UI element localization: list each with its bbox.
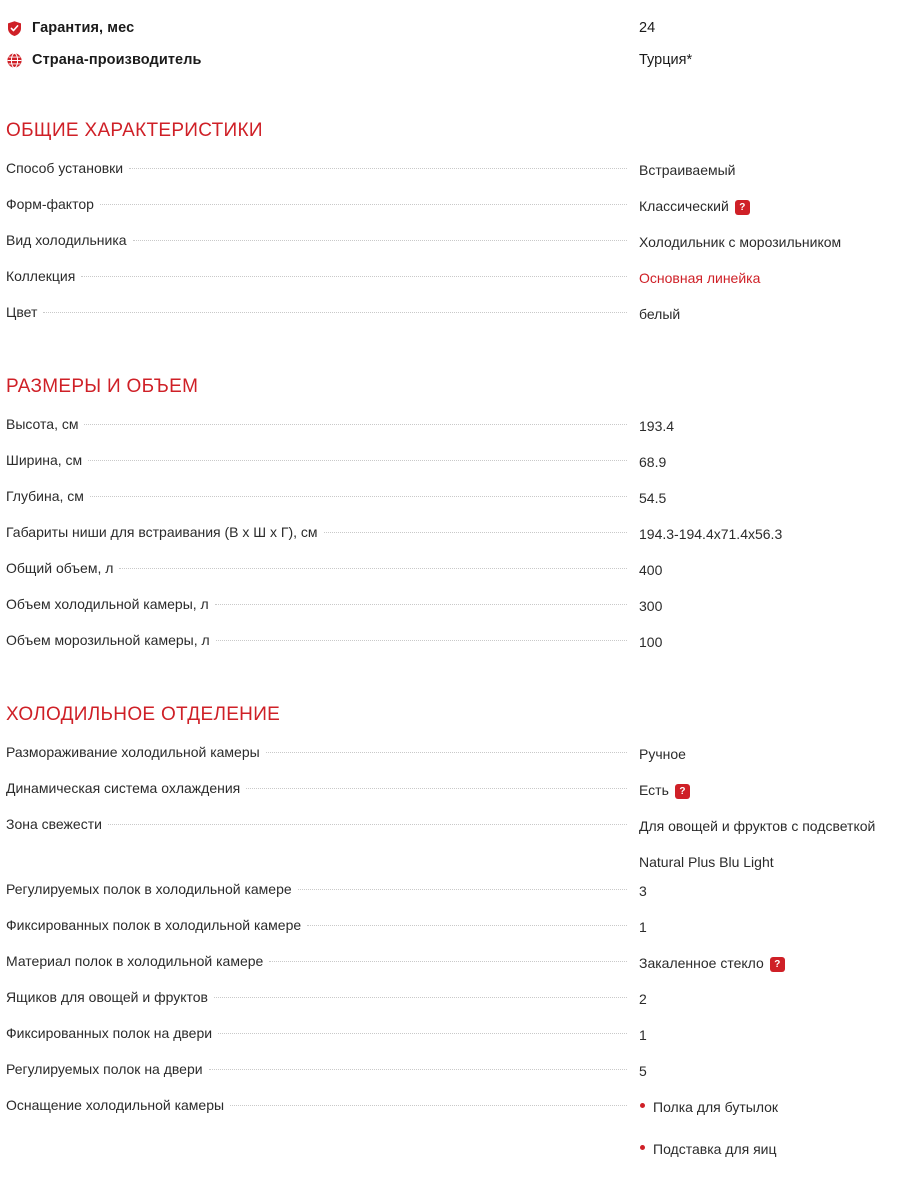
spec-name-wrap [6,816,639,832]
spec-name: Динамическая система охлаждения [6,780,246,796]
spec-name: Фиксированных полок на двери [6,1025,218,1041]
section-title: ОБЩИЕ ХАРАКТЕРИСТИКИ [6,120,263,141]
spec-row [6,224,915,260]
dotted-leader [43,312,627,313]
spec-name: Размораживание холодильной камеры [6,744,266,760]
dotted-leader [324,532,627,533]
spec-value [639,744,915,764]
spec-name-wrap [6,632,639,648]
section-general [6,120,915,332]
spec-name: Объем морозильной камеры, л [6,632,216,648]
highlighted-row-value: Турция* [639,52,693,68]
spec-row [6,152,915,188]
dotted-leader [129,168,627,169]
spec-row [6,516,915,552]
spec-name-wrap [6,488,639,504]
dotted-leader [119,568,627,569]
spec-name: Зона свежести [6,816,108,832]
spec-name-wrap [6,452,639,468]
spec-value-text: 54.5 [639,490,667,506]
spec-name: Габариты ниши для встраивания (В х Ш х Г), см [6,524,324,540]
highlighted-row [6,44,915,76]
section-rows [6,736,915,1181]
spec-value [639,816,915,873]
spec-value-text: Ручное [639,746,686,762]
spec-name: Высота, см [6,416,84,432]
spec-row [6,480,915,516]
spec-name: Вид холодильника [6,232,133,248]
spec-value [639,160,915,180]
spec-name: Форм-фактор [6,196,100,212]
section-title: РАЗМЕРЫ И ОБЪЕМ [6,376,199,397]
spec-name: Глубина, см [6,488,90,504]
spec-value [639,304,915,324]
spec-name-wrap [6,917,639,933]
spec-value [639,632,915,652]
spec-value-text: 400 [639,562,663,578]
spec-row [6,873,915,909]
spec-name: Способ установки [6,160,129,176]
dotted-leader [298,889,627,890]
spec-name: Регулируемых полок в холодильной камере [6,881,298,897]
spec-value-text-secondary: Natural Plus Blu Light [639,854,774,871]
spec-value [639,196,915,216]
spec-name-wrap [6,780,639,796]
spec-value [639,560,915,580]
dotted-leader [269,961,627,962]
spec-name-wrap [6,1025,639,1041]
spec-row [6,808,915,873]
spec-name-wrap [6,989,639,1005]
section-dimensions [6,376,915,660]
spec-value-text: Встраиваемый [639,162,736,178]
spec-value-text: 68.9 [639,454,667,470]
dotted-leader [90,496,627,497]
spec-value [639,488,915,508]
spec-name: Ящиков для овощей и фруктов [6,989,214,1005]
list-item: Подставка для яиц [639,1139,915,1159]
spec-name-wrap [6,881,639,897]
dotted-leader [230,1105,627,1106]
spec-row [6,909,915,945]
dotted-leader [133,240,627,241]
spec-row [6,444,915,480]
spec-value-text: 194.3-194.4x71.4x56.3 [639,526,783,542]
spec-name: Материал полок в холодильной камере [6,953,269,969]
spec-value-text: 100 [639,634,663,650]
spec-name-wrap [6,744,639,760]
spec-name-wrap [6,524,639,540]
spec-row [6,260,915,296]
spec-row [6,945,915,981]
spec-value-text: 193.4 [639,418,675,434]
help-icon[interactable]: ? [770,957,785,972]
dotted-leader [214,997,627,998]
spec-name: Ширина, см [6,452,88,468]
spec-name-wrap [6,232,639,248]
spec-value [639,953,915,973]
list-item: Полка для бутылок [639,1097,915,1117]
spec-value [639,917,915,937]
equipment-list [639,1097,915,1160]
dotted-leader [209,1069,627,1070]
dotted-leader [81,276,627,277]
spec-value-text: 1 [639,1026,647,1043]
dotted-leader [216,640,627,641]
spec-value-text: Основная линейка [639,270,761,286]
spec-name: Цвет [6,304,43,320]
spec-value [639,1097,915,1182]
spec-row [6,1089,915,1182]
highlighted-row-value: 24 [639,20,656,36]
dotted-leader [266,752,627,753]
spec-row [6,408,915,444]
spec-value [639,1025,915,1045]
highlighted-row-left [6,20,639,37]
shield-icon [6,20,23,37]
spec-name-wrap [6,196,639,212]
spec-value [639,881,915,901]
spec-name-wrap [6,1061,639,1077]
spec-value [639,1061,915,1081]
highlighted-row-label: Гарантия, мес [32,20,135,36]
spec-value [639,780,915,800]
dotted-leader [100,204,627,205]
spec-row [6,981,915,1017]
spec-value [639,416,915,436]
spec-value-text: 2 [639,990,647,1007]
dotted-leader [307,925,627,926]
dotted-leader [218,1033,627,1034]
spec-row [6,296,915,332]
spec-row [6,1017,915,1053]
spec-row [6,588,915,624]
dotted-leader [215,604,627,605]
spec-row [6,624,915,660]
dotted-leader [108,824,627,825]
globe-icon [6,52,23,69]
highlighted-row [6,12,915,44]
section-rows [6,152,915,332]
help-icon[interactable]: ? [675,784,690,799]
spec-name: Коллекция [6,268,81,284]
spec-name: Оснащение холодильной камеры [6,1097,230,1113]
spec-name: Общий объем, л [6,560,119,576]
spec-name-wrap [6,1097,639,1113]
spec-value-text: Классический [639,198,729,214]
spec-row [6,188,915,224]
spec-value-text: белый [639,306,681,322]
spec-name: Регулируемых полок на двери [6,1061,209,1077]
spec-name-wrap [6,268,639,284]
spec-name: Объем холодильной камеры, л [6,596,215,612]
spec-value-link[interactable] [639,268,915,288]
highlighted-row-label: Страна-производитель [32,52,202,68]
spec-value [639,524,915,544]
spec-name-wrap [6,953,639,969]
spec-value-text: 1 [639,918,647,935]
highlighted-row-left [6,52,639,69]
spec-name-wrap [6,416,639,432]
spec-name: Фиксированных полок в холодильной камере [6,917,307,933]
spec-name-wrap [6,560,639,576]
spec-name-wrap [6,596,639,612]
spec-name-wrap [6,160,639,176]
dotted-leader [84,424,627,425]
highlighted-rows [6,0,915,76]
section-title: ХОЛОДИЛЬНОЕ ОТДЕЛЕНИЕ [6,704,281,725]
spec-row [6,772,915,808]
spec-row [6,1053,915,1089]
section-rows [6,408,915,660]
spec-value-text: Холодильник с морозильником [639,234,842,250]
spec-value-text: 3 [639,882,647,899]
spec-value [639,989,915,1009]
spec-value-text: 300 [639,598,663,614]
dotted-leader [246,788,627,789]
spec-value-text: Есть [639,782,669,798]
spec-value-text: 5 [639,1062,647,1079]
help-icon[interactable]: ? [735,200,750,215]
dotted-leader [88,460,627,461]
spec-name-wrap [6,304,639,320]
spec-value-text: Закаленное стекло [639,954,764,971]
spec-value [639,452,915,472]
spec-row [6,552,915,588]
spec-value-text: Для овощей и фруктов с подсветкой [639,818,876,834]
spec-value [639,596,915,616]
section-fridge-compartment [6,704,915,1181]
spec-row [6,736,915,772]
spec-value [639,232,915,252]
